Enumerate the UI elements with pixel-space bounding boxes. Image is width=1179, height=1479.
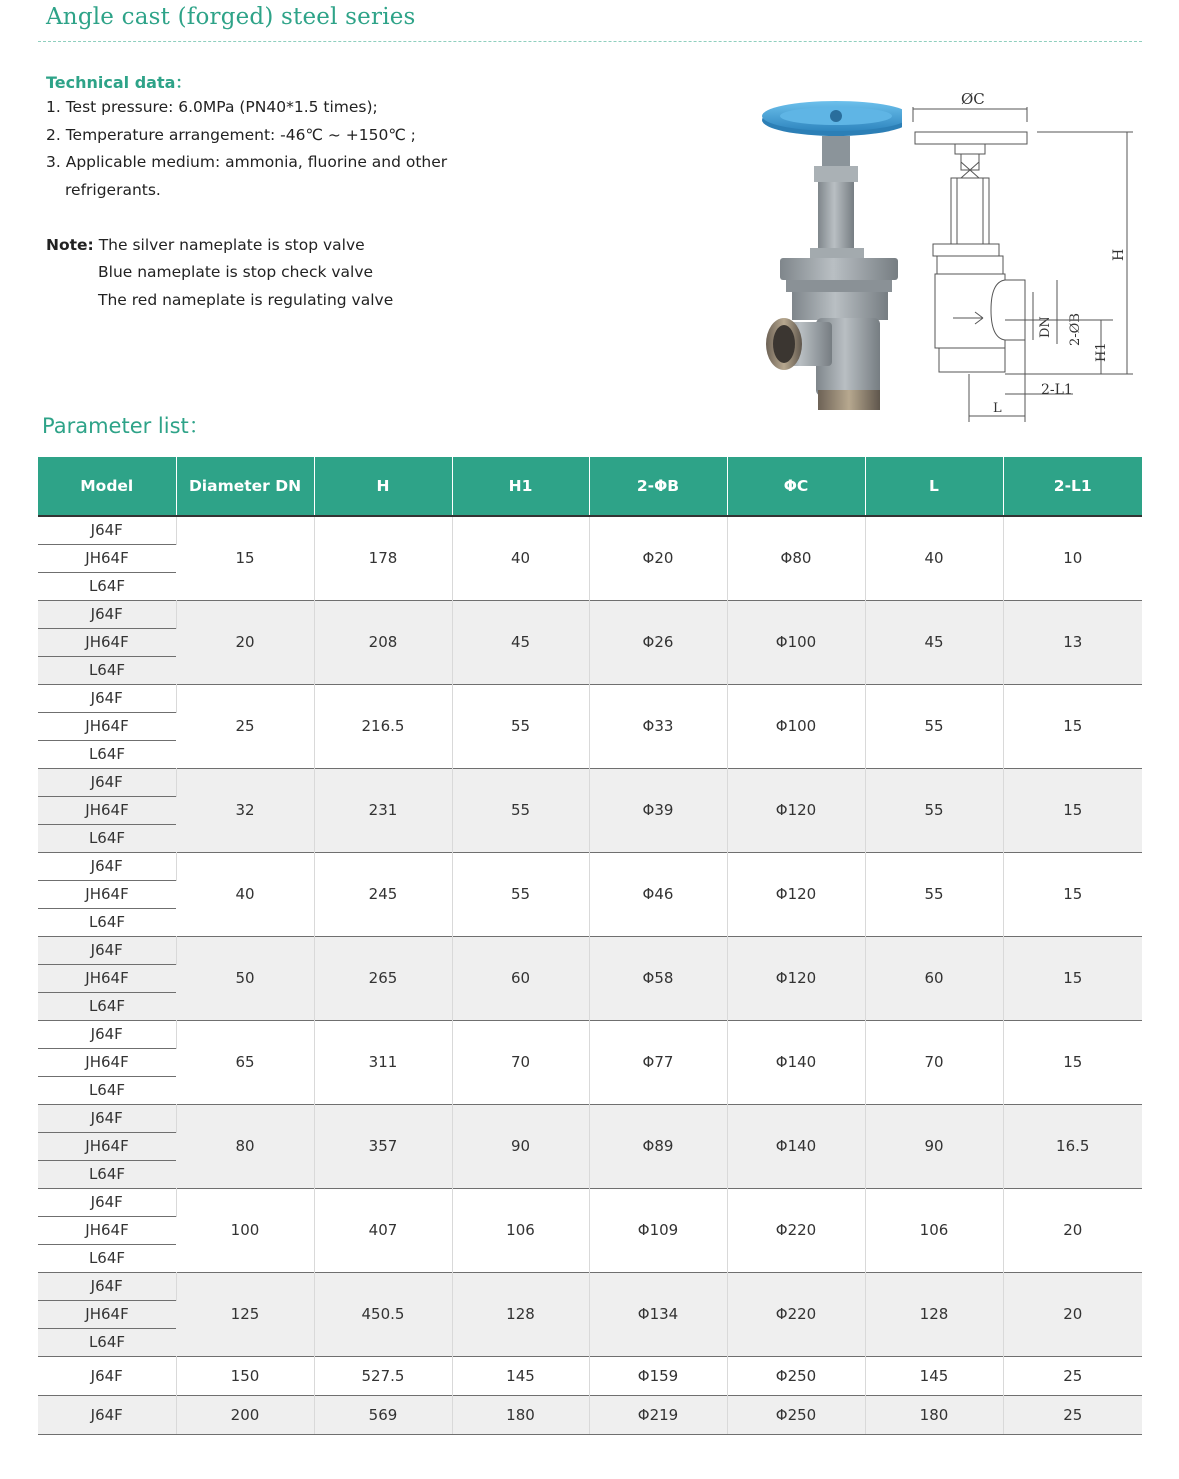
table-row [38,1105,1142,1133]
cell-2b: Φ159 [589,1357,727,1396]
cell-h: 311 [314,1021,452,1105]
cell-h: 265 [314,937,452,1021]
cell-l: 55 [865,685,1003,769]
cell-h: 407 [314,1189,452,1273]
cell-2l1: 15 [1003,769,1142,853]
cell-diameter: 200 [176,1396,314,1435]
cell-c: Φ220 [727,1273,865,1357]
table-row [38,937,1142,965]
cell-model: J64F [38,937,176,965]
cell-model: L64F [38,657,176,685]
cell-2b: Φ134 [589,1273,727,1357]
table-row [38,1189,1142,1217]
cell-diameter: 80 [176,1105,314,1189]
cell-2b: Φ219 [589,1396,727,1435]
cell-h1: 128 [452,1273,589,1357]
cell-diameter: 50 [176,937,314,1021]
cell-2b: Φ109 [589,1189,727,1273]
cell-model: L64F [38,825,176,853]
cell-diameter: 15 [176,516,314,601]
cell-diameter: 32 [176,769,314,853]
cell-model: J64F [38,1105,176,1133]
col-header-diameter: Diameter DN [176,457,314,516]
cell-c: Φ120 [727,937,865,1021]
cell-diameter: 25 [176,685,314,769]
cell-h1: 60 [452,937,589,1021]
table-row [38,1273,1142,1301]
cell-2l1: 15 [1003,937,1142,1021]
tech-item-3: 3. Applicable medium: ammonia, fluorine and other [46,153,448,171]
col-header-2l1: 2-L1 [1003,457,1142,516]
cell-model: JH64F [38,1301,176,1329]
cell-l: 40 [865,516,1003,601]
cell-2b: Φ46 [589,853,727,937]
cell-c: Φ100 [727,685,865,769]
cell-h: 231 [314,769,452,853]
table-row [38,516,1142,545]
cell-model: JH64F [38,1217,176,1245]
cell-model: L64F [38,1329,176,1357]
dim-label-2b: 2-ØB [1068,313,1083,346]
cell-model: JH64F [38,545,176,573]
dim-label-h1: H1 [1094,342,1109,362]
cell-c: Φ120 [727,769,865,853]
tech-item-2: 2. Temperature arrangement: -46℃ ~ +150℃ ; [46,126,416,144]
cell-model: L64F [38,1161,176,1189]
cell-model: J64F [38,853,176,881]
table-header-row [38,457,1142,516]
cell-model: JH64F [38,1133,176,1161]
dim-label-c: ØC [961,90,985,108]
note-label: Note: [46,236,94,254]
cell-model: J64F [38,516,176,545]
parameter-table [38,457,1142,1435]
cell-model: J64F [38,601,176,629]
col-header-l: L [865,457,1003,516]
cell-l: 55 [865,769,1003,853]
cell-2b: Φ77 [589,1021,727,1105]
cell-c: Φ140 [727,1105,865,1189]
cell-2b: Φ89 [589,1105,727,1189]
valve-photo [752,100,902,412]
cell-diameter: 65 [176,1021,314,1105]
table-row [38,1396,1142,1435]
cell-2b: Φ26 [589,601,727,685]
cell-c: Φ250 [727,1357,865,1396]
cell-2b: Φ39 [589,769,727,853]
parameter-list-heading: Parameter list： [42,414,210,438]
cell-l: 45 [865,601,1003,685]
col-header-2b: 2-ΦB [589,457,727,516]
cell-2l1: 25 [1003,1357,1142,1396]
cell-h: 450.5 [314,1273,452,1357]
cell-model: JH64F [38,965,176,993]
note-line-1 [46,236,365,254]
cell-diameter: 20 [176,601,314,685]
cell-model: JH64F [38,713,176,741]
cell-h1: 55 [452,685,589,769]
cell-l: 90 [865,1105,1003,1189]
cell-2l1: 10 [1003,516,1142,601]
note-line-2: Blue nameplate is stop check valve [98,263,374,281]
cell-h: 527.5 [314,1357,452,1396]
page-title: Angle cast (forged) steel series [46,4,416,30]
cell-l: 55 [865,853,1003,937]
cell-model: J64F [38,1189,176,1217]
cell-l: 60 [865,937,1003,1021]
cell-diameter: 150 [176,1357,314,1396]
cell-c: Φ140 [727,1021,865,1105]
table-row [38,601,1142,629]
cell-2l1: 15 [1003,853,1142,937]
cell-2l1: 20 [1003,1273,1142,1357]
cell-c: Φ120 [727,853,865,937]
cell-model: J64F [38,1396,176,1435]
tech-item-1: 1. Test pressure: 6.0MPa (PN40*1.5 times); [46,98,378,116]
cell-model: JH64F [38,1049,176,1077]
cell-h1: 90 [452,1105,589,1189]
cell-model: J64F [38,769,176,797]
cell-h1: 55 [452,853,589,937]
cell-h: 178 [314,516,452,601]
cell-model: L64F [38,741,176,769]
dim-label-2l1: 2-L1 [1041,382,1073,398]
col-header-model: Model [38,457,176,516]
cell-l: 106 [865,1189,1003,1273]
cell-diameter: 100 [176,1189,314,1273]
cell-model: J64F [38,1357,176,1396]
cell-c: Φ100 [727,601,865,685]
cell-h1: 55 [452,769,589,853]
col-header-h: H [314,457,452,516]
cell-h1: 145 [452,1357,589,1396]
cell-model: J64F [38,1021,176,1049]
cell-h: 357 [314,1105,452,1189]
cell-c: Φ80 [727,516,865,601]
col-header-c: ΦC [727,457,865,516]
title-divider [38,41,1142,42]
cell-l: 70 [865,1021,1003,1105]
table-row [38,1021,1142,1049]
cell-model: L64F [38,909,176,937]
cell-model: JH64F [38,797,176,825]
cell-diameter: 40 [176,853,314,937]
cell-model: L64F [38,573,176,601]
cell-h: 569 [314,1396,452,1435]
cell-model: JH64F [38,629,176,657]
technical-data-heading: Technical data： [46,73,192,92]
table-row [38,685,1142,713]
cell-model: J64F [38,685,176,713]
cell-model: L64F [38,1077,176,1105]
table-row [38,769,1142,797]
dim-label-dn: DN [1038,316,1053,338]
cell-model: L64F [38,1245,176,1273]
cell-c: Φ250 [727,1396,865,1435]
table-body [38,516,1142,1435]
cell-h: 208 [314,601,452,685]
cell-2b: Φ33 [589,685,727,769]
cell-h1: 40 [452,516,589,601]
valve-dimension-drawing [905,82,1140,428]
note-text-1: The silver nameplate is stop valve [98,236,365,254]
cell-diameter: 125 [176,1273,314,1357]
cell-h1: 180 [452,1396,589,1435]
cell-model: L64F [38,993,176,1021]
cell-2l1: 15 [1003,685,1142,769]
cell-h1: 106 [452,1189,589,1273]
cell-l: 180 [865,1396,1003,1435]
cell-2l1: 16.5 [1003,1105,1142,1189]
cell-c: Φ220 [727,1189,865,1273]
note-line-3: The red nameplate is regulating valve [98,291,394,309]
tech-item-3-continued: refrigerants. [65,181,161,199]
cell-2l1: 13 [1003,601,1142,685]
table-row [38,1357,1142,1396]
cell-h1: 45 [452,601,589,685]
dim-label-l: L [993,401,1002,416]
cell-l: 128 [865,1273,1003,1357]
cell-2l1: 15 [1003,1021,1142,1105]
cell-2l1: 20 [1003,1189,1142,1273]
cell-2b: Φ20 [589,516,727,601]
cell-l: 145 [865,1357,1003,1396]
col-header-h1: H1 [452,457,589,516]
cell-2b: Φ58 [589,937,727,1021]
table-row [38,853,1142,881]
cell-h: 245 [314,853,452,937]
cell-h1: 70 [452,1021,589,1105]
cell-2l1: 25 [1003,1396,1142,1435]
cell-model: J64F [38,1273,176,1301]
cell-model: JH64F [38,881,176,909]
cell-h: 216.5 [314,685,452,769]
dim-label-h: H [1111,248,1127,261]
